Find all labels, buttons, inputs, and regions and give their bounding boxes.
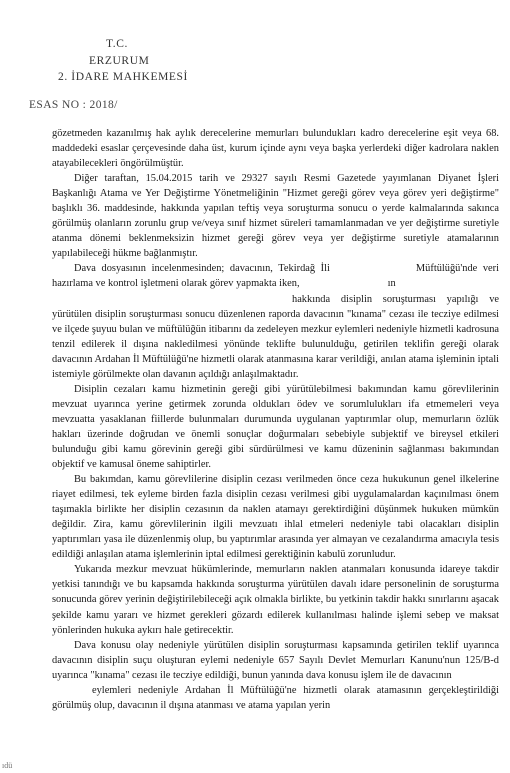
- paragraph-7: Dava konusu olay nedeniyle yürütülen disiplin soruşturması kapsamında getirilen teklif uyarınca davacının disiplin suçu oluşturan eylemi nedeniyle 657 Sayılı Devlet Memurları Kanunu'nun 125/B-d uyarınca "kınama" cezası ile tecziye edildiği, bunun yanında dava konusu işlem ile de davacının: [52, 639, 499, 681]
- paragraph-3-continued: [52, 292, 499, 382]
- paragraph-4: Disiplin cezaları kamu hizmetinin gereği gibi yürütülebilmesi bakımından kamu görevlilerinin mevzuat uyarınca yerine getirmek zorunda oldukları ödev ve sorumlulukları ifa etmemeleri veya mevzuatta yasaklanan fiillerde bulunmaları durumunda uygulanan yaptırımlar olup, memurların özlük hakları üzerinde doğrudan ve önemli sonuçlar doğurmaları sebebiyle subjektif ve bireysel etkileri bulunduğu gibi kamu görevinin gereği gibi sürdürülmesi ve kamu düzeninin sağlanması bakımından objektif ve kamusal öneme sahiptirler.: [52, 383, 499, 471]
- header-tc: T.C.: [106, 38, 128, 50]
- paragraph-3-part-4: hakkında disiplin soruşturması yapılığı ve yürütülen disiplin soruşturması sonucu düzenlenen raporda davacının "kınama" cezası ile tecziye edilmesi ve ilçede şuyuu bulan ve müftülüğün itibarını da zedeleyen mezkur eylemleri nedeniyle hizmetli kadrosuna tenzil edilerek il dışına nakledilmesi yönünde teklifte bulunulduğu, getirilen teklifin gereği olarak davacının Ardahan İl Müftülüğü'ne hizmetli olarak atanmasına karar verildiği, anılan atama işleminin iptali istemiyle görülmekte olan davanın açıldığı anlaşılmaktadır.: [52, 293, 499, 380]
- paragraph-5: Bu bakımdan, kamu görevlilerine disiplin cezası verilmeden önce ceza hukukunun genel ilkelerine riayet edilmesi, tek eyleme birden fazla disiplin cezası verilmesi gibi uygulamalardan kaçınılması önem taşımakla birlikte her disiplin cezasının da naklen atamayı gerektirdiğini düşünmek hukuken mümkün değildir. Zira, kamu görevlilerinin ilgili mevzuatı ihlal etmeleri nedeniyle tabi olacakları disiplin yaptırımları yasa ile düzenlenmiş olup, bu yaptırımlar arasında yer almayan ve cezalandırma amacıyla tesis edildiği anlaşılan atama işlemlerinin iptal edilmesi gerektiğinin kabulü zorunludur.: [52, 474, 499, 561]
- paragraph-7-part-2: eylemleri nedeniyle Ardahan İl Müftülüğü'ne hizmetli olarak atamasının gerçekleştirildiği görülmüş olup, davacının il dışına atanması ve atama yapılan yerin: [52, 684, 499, 711]
- paragraph-6: Yukarıda mezkur mevzuat hükümlerinde, memurların naklen atanmaları konusunda idareye takdir yetkisi tanındığı ve bu kapsamda hakkında soruşturma yürütülen davalı idare personelinin de soruşturma sonucunda görev yerinin değiştirilebileceği açık olmakla birlikte, bu yetkinin takdir hakkı sınırlarını aşacak şekilde kamu yararı ve hizmet gerekleri gözardı edilerek kullanılması halinde işlemi sebep ve maksat yönlerinden hukuka aykırı hale getirecektir.: [52, 564, 499, 636]
- paragraph-2: Diğer taraftan, 15.04.2015 tarih ve 29327 sayılı Resmi Gazetede yayımlanan Diyanet İşleri Başkanlığı Atama ve Yer Değiştirme Yönetmeliğinin "Hizmet gereği görev veya görev yeri değiştirme" başlıklı 36. maddesinde, hakkında yapılan teftiş veya soruşturma sonucu o yerde kalmalarında sakınca görülmüş olanların zorunlu grup ve/veya sınıf hizmet süreleri tamamlanmadan ve yer değiştirme suretiyle atanma dönemi beklenmeksizin hizmet gereği görev veya yer değiştirme suretiyle atamalarının yapılabileceği hükme bağlanmıştır.: [52, 173, 499, 260]
- header-court: 2. İDARE MAHKEMESİ: [58, 71, 188, 83]
- document-body: [52, 126, 499, 713]
- corner-mark: ıdü: [2, 761, 13, 770]
- paragraph-3-part-3: ın: [387, 278, 396, 290]
- paragraph-7-continued: [52, 683, 499, 713]
- paragraph-3-part-1: Dava dosyasının incelenmesinden; davacının, Tekirdağ İli: [74, 263, 330, 275]
- paragraph-3: [52, 261, 499, 291]
- paragraph-1: gözetmeden kazanılmış hak aylık derecelerine memurları bulundukları kadro derecelerine eşit veya 68. maddedeki esaslar çerçevesinde daha üst, kurum içinde aynı veya başka yerlerdeki diğer kadrolara naklen atayabilecekleri öngörülmüştür.: [52, 128, 499, 170]
- header-city: ERZURUM: [89, 55, 150, 67]
- case-number: ESAS NO : 2018/: [29, 99, 118, 111]
- paragraph-3-part-2: Müftülüğü'nde veri hazırlama ve kontrol işletmeni olarak görev yapmakta iken,: [52, 263, 500, 290]
